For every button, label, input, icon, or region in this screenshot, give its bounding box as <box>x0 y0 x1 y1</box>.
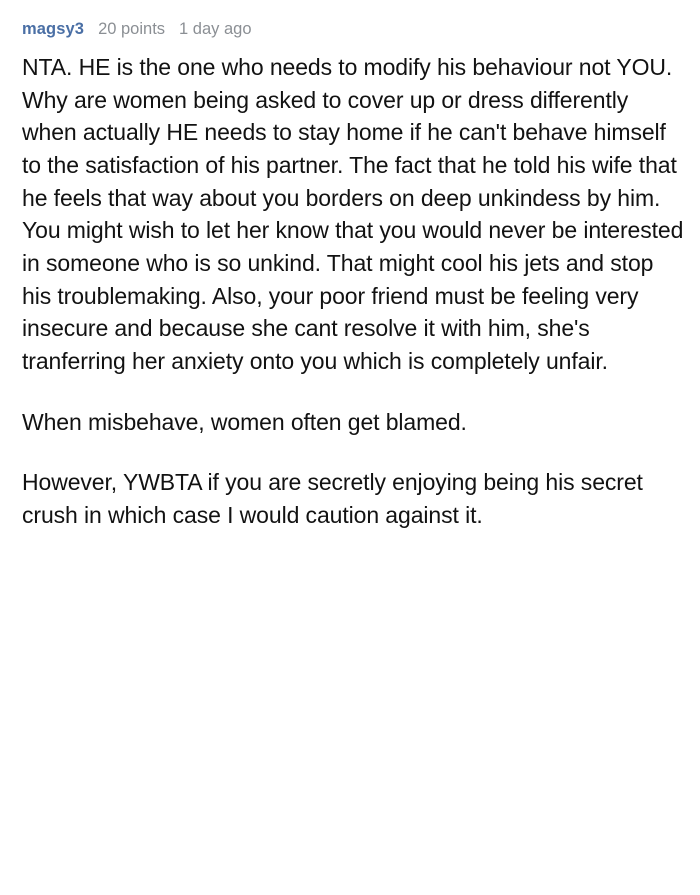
comment-paragraph: When misbehave, women often get blamed. <box>22 408 467 435</box>
comment-timestamp: 1 day ago <box>179 20 252 38</box>
comment-points: 20 points <box>98 20 166 38</box>
comment-body <box>22 51 684 532</box>
comment-paragraph: However, YWBTA if you are secretly enjoying being his secret crush in which case I would caution against it. <box>22 469 643 528</box>
comment-paragraph: NTA. HE is the one who needs to modify his behaviour not YOU. Why are women being asked to cover up or dress differently when actually HE needs to stay home if he can't behave himself to the satisfaction of his partner. The fact that he told his wife that he feels that way about you borders on deep unkindess by him. You might wish to let her know that you would never be interested in someone who is so unkind. That might cool his jets and stop his troublemaking. Also, your poor friend must be feeling very insecure and because she cant resolve it with him, she's tranferring her anxiety onto you which is completely unfair. <box>22 54 684 374</box>
comment-author[interactable]: magsy3 <box>22 20 85 38</box>
comment-meta <box>22 20 684 39</box>
